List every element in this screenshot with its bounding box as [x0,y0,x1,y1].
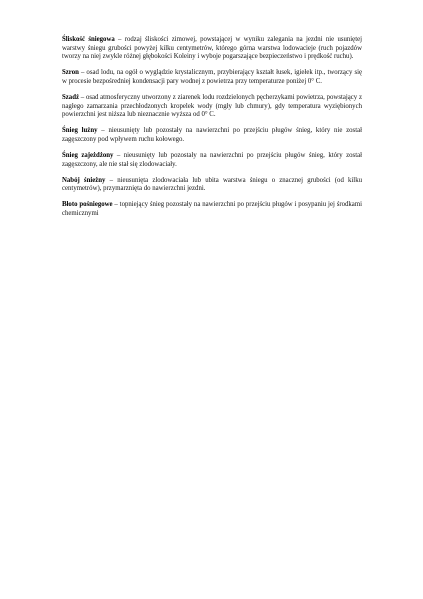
definition-entry [62,36,362,62]
entry-definition: – nieusunięty lub pozostały na nawierzchni po przejściu pługów śnieg, który nie został zagęszczony pod wpływem ruchu kołowego. [62,127,362,143]
entry-definition: – nieusunięta zlodowaciała lub ubita warstwa śniegu o znacznej grubości (od kilku centymetrów), przymarznięta do nawierzchni jezdni. [62,176,362,193]
entry-term: Śliskość śniegowa [62,36,115,43]
definition-entry [62,94,362,120]
entry-term: Błoto pośniegowe [62,201,113,209]
entry-definition: – osad atmosferyczny utworzony z ziarenek lodu rozdzielonych pęcherzykami powietrza, powstający z nagłego zamarzania przechłodzonych kropelek wody (mgły lub chmury), gdy temperatura wyziębionych powierzchni jest niższa lub nieznacznie wyższa od 0° C. [62,93,362,119]
entry-term: Śnieg zajeżdżony [62,151,114,159]
definition-entry [62,177,362,194]
entry-definition: – nieusunięty lub pozostały na nawierzchni po przejściu pługów śnieg, który został zagęszczony, ale nie stał się zlodowaciały. [62,151,362,168]
entry-definition: – topniejący śnieg pozostały na nawierzchni po przejściu pługów i posypaniu jej środkami chemicznymi [62,201,362,217]
definition-entry [62,201,362,218]
entry-term: Szadź [62,93,79,101]
entry-term: Szron [62,69,79,77]
entry-definition: – rodzaj śliskości zimowej, powstającej w wyniku zalegania na jezdni nie usuniętej warstwy śniegu grubości powyżej kilku centymetrów, którego górna warstwa lodowacieje (ruch pojazdów tworzy na niej zwykle różnej głębokości Koleiny i wyboje pogarszające bezpieczeństwo i prędkość ruchu). [62,36,362,61]
entry-term: Nabój śnieżny [62,176,106,184]
definition-entry [62,69,362,86]
entry-term: Śnieg luźny [62,127,98,135]
definition-entry [62,127,362,144]
document-body [62,36,362,226]
definition-entry [62,152,362,169]
entry-definition: – osad lodu, na ogół o wyglądzie krystalicznym, przybierający kształt łusek, igiełek itp., tworzący się w procesie bezpośredniej kondensacji pary wodnej z powietrza przy temperaturze poniżej 0° C. [62,69,362,85]
